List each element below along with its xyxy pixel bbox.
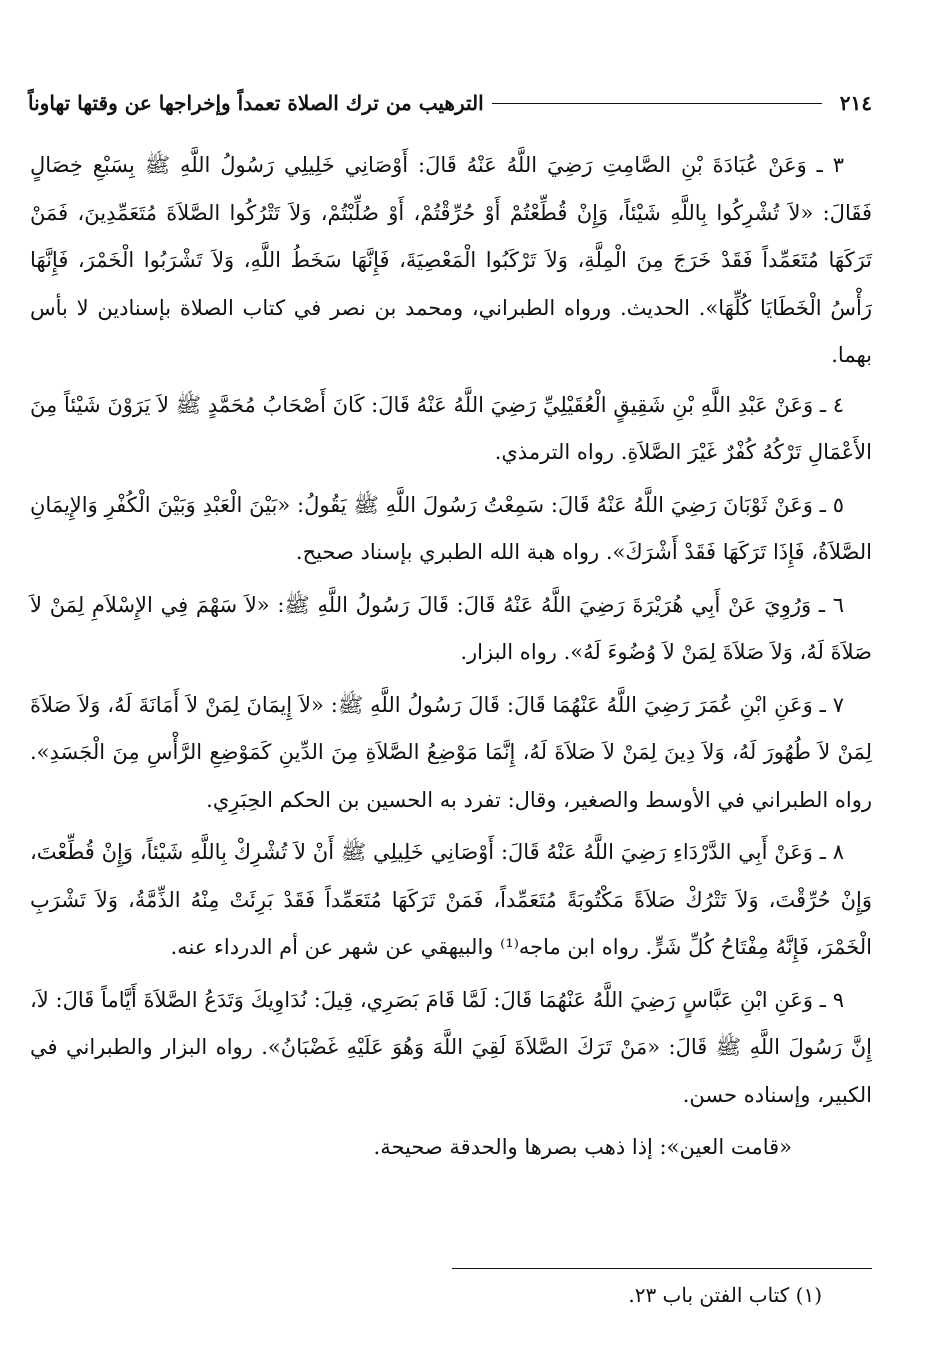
hadith-8: ٨ ـ وَعَنْ أَبِي الدَّرْدَاءِ رَضِيَ اللَّهُ عَنْهُ قَالَ: أَوْصَانِي خَلِيلِي ﷺ أَنْ لاَ تُشْرِكْ بِاللَّهِ شَيْئاً، وَإِنْ قُطِّعْتَ، وَإِنْ حُرِّقْتَ، وَلاَ تَتْرُكْ صَلاَةً مَكْتُوبَةً مُتَعَمِّداً، فَمَنْ تَرَكَهَا مُتَعَمِّداً فَقَدْ بَرِئَتْ مِنْهُ الذِّمَّةُ، وَلاَ تَشْرَبِ الْخَمْرَ، فَإِنَّهُ مِفْتَاحُ كُلِّ شَرٍّ. رواه ابن ماجه⁽¹⁾ والبيهقي عن شهر عن أم الدرداء عنه. [30, 840, 872, 959]
running-title: الترهيب من ترك الصلاة تعمداً وإخراجها عن وقتها تهاوناً [28, 91, 484, 115]
hadith-6: ٦ ـ وَرُوِيَ عَنْ أَبِي هُرَيْرَةَ رَضِيَ اللَّهُ عَنْهُ قَالَ: قَالَ رَسُولُ اللَّهِ ﷺ: «لاَ سَهْمَ فِي الإِسْلاَمِ لِمَنْ لاَ صَلاَةَ لَهُ، وَلاَ صَلاَةَ لِمَنْ لاَ وُضُوءَ لَهُ». رواه البزار. [30, 592, 872, 664]
main-text [30, 142, 872, 1172]
footnote-separator [452, 1268, 872, 1269]
explanatory-note: «قامت العين»: إذا ذهب بصرها والحدقة صحيحة. [373, 1135, 792, 1159]
hadith-5: ٥ ـ وَعَنْ ثَوْبَانَ رَضِيَ اللَّهُ عَنْهُ قَالَ: سَمِعْتُ رَسُولَ اللَّهِ ﷺ يَقُولُ: «بَيْنَ الْعَبْدِ وَبَيْنَ الْكُفْرِ وَالإِيمَانِ الصَّلاَةُ، فَإِذَا تَرَكَهَا فَقَدْ أَشْرَكَ». رواه هبة الله الطبري بإسناد صحيح. [30, 492, 872, 564]
hadith-4: ٤ ـ وَعَنْ عَبْدِ اللَّهِ بْنِ شَقِيقٍ الْعُقَيْلِيِّ رَضِيَ اللَّهُ عَنْهُ قَالَ: كَانَ أَصْحَابُ مُحَمَّدٍ ﷺ لاَ يَرَوْنَ شَيْئاً مِنَ الأَعْمَالِ تَرْكُهُ كُفْرٌ غَيْرَ الصَّلاَةِ. رواه الترمذي. [30, 392, 872, 464]
hadith-7: ٧ ـ وَعَنِ ابْنِ عُمَرَ رَضِيَ اللَّهُ عَنْهُمَا قَالَ: قَالَ رَسُولُ اللَّهِ ﷺ: «لاَ إِيمَانَ لِمَنْ لاَ أَمَانَةَ لَهُ، وَلاَ صَلاَةَ لِمَنْ لاَ طُهُورَ لَهُ، وَلاَ دِينَ لِمَنْ لاَ صَلاَةَ لَهُ، إِنَّمَا مَوْضِعُ الصَّلاَةِ مِنَ الدِّينِ كَمَوْضِعِ الرَّأْسِ مِنَ الْجَسَدِ». رواه الطبراني في الأوسط والصغير، وقال: تفرد به الحسين بن الحكم الحِبَرِي. [30, 692, 872, 812]
page-number: ٢١٤ [839, 91, 872, 115]
hadith-3: ٣ ـ وَعَنْ عُبَادَةَ بْنِ الصَّامِتِ رَضِيَ اللَّهُ عَنْهُ قَالَ: أَوْصَانِي خَلِيلِي رَسُولُ اللَّهِ ﷺ بِسَبْعِ خِصَالٍ فَقَالَ: «لاَ تُشْرِكُوا بِاللَّهِ شَيْئاً، وَإِنْ قُطِّعْتُمْ أَوْ حُرِّقْتُمْ، أَوْ صُلِّبْتُمْ، وَلاَ تَتْرُكُوا الصَّلاَةَ مُتَعَمِّدِينَ، فَمَنْ تَرَكَهَا مُتَعَمِّداً فَقَدْ خَرَجَ مِنَ الْمِلَّةِ، وَلاَ تَرْكَبُوا الْمَعْصِيَةَ، فَإِنَّهَا سَخَطُ اللَّهِ، وَلاَ تَشْرَبُوا الْخَمْرَ، فَإِنَّهَا رَأْسُ الْخَطَايَا كُلِّهَا». الحديث. ورواه الطبراني، ومحمد بن نصر في كتاب الصلاة بإسنادين لا بأس بهما. [30, 153, 872, 367]
header-rule [492, 103, 822, 104]
page-header [28, 88, 872, 118]
footnote: (١) كتاب الفتن باب ٢٣. [628, 1283, 822, 1307]
hadith-9: ٩ ـ وَعَنِ ابْنِ عَبَّاسٍ رَضِيَ اللَّهُ عَنْهُمَا قَالَ: لَمَّا قَامَ بَصَرِي، قِيلَ: نُدَاوِيكَ وَتَدَعُ الصَّلاَةَ أَيَّاماً قَالَ: لاَ، إِنَّ رَسُولَ اللَّهِ ﷺ قَالَ: «مَنْ تَرَكَ الصَّلاَةَ لَقِيَ اللَّهَ وَهُوَ عَلَيْهِ غَضْبَانُ». رواه البزار والطبراني في الكبير، وإسناده حسن. [30, 987, 872, 1107]
